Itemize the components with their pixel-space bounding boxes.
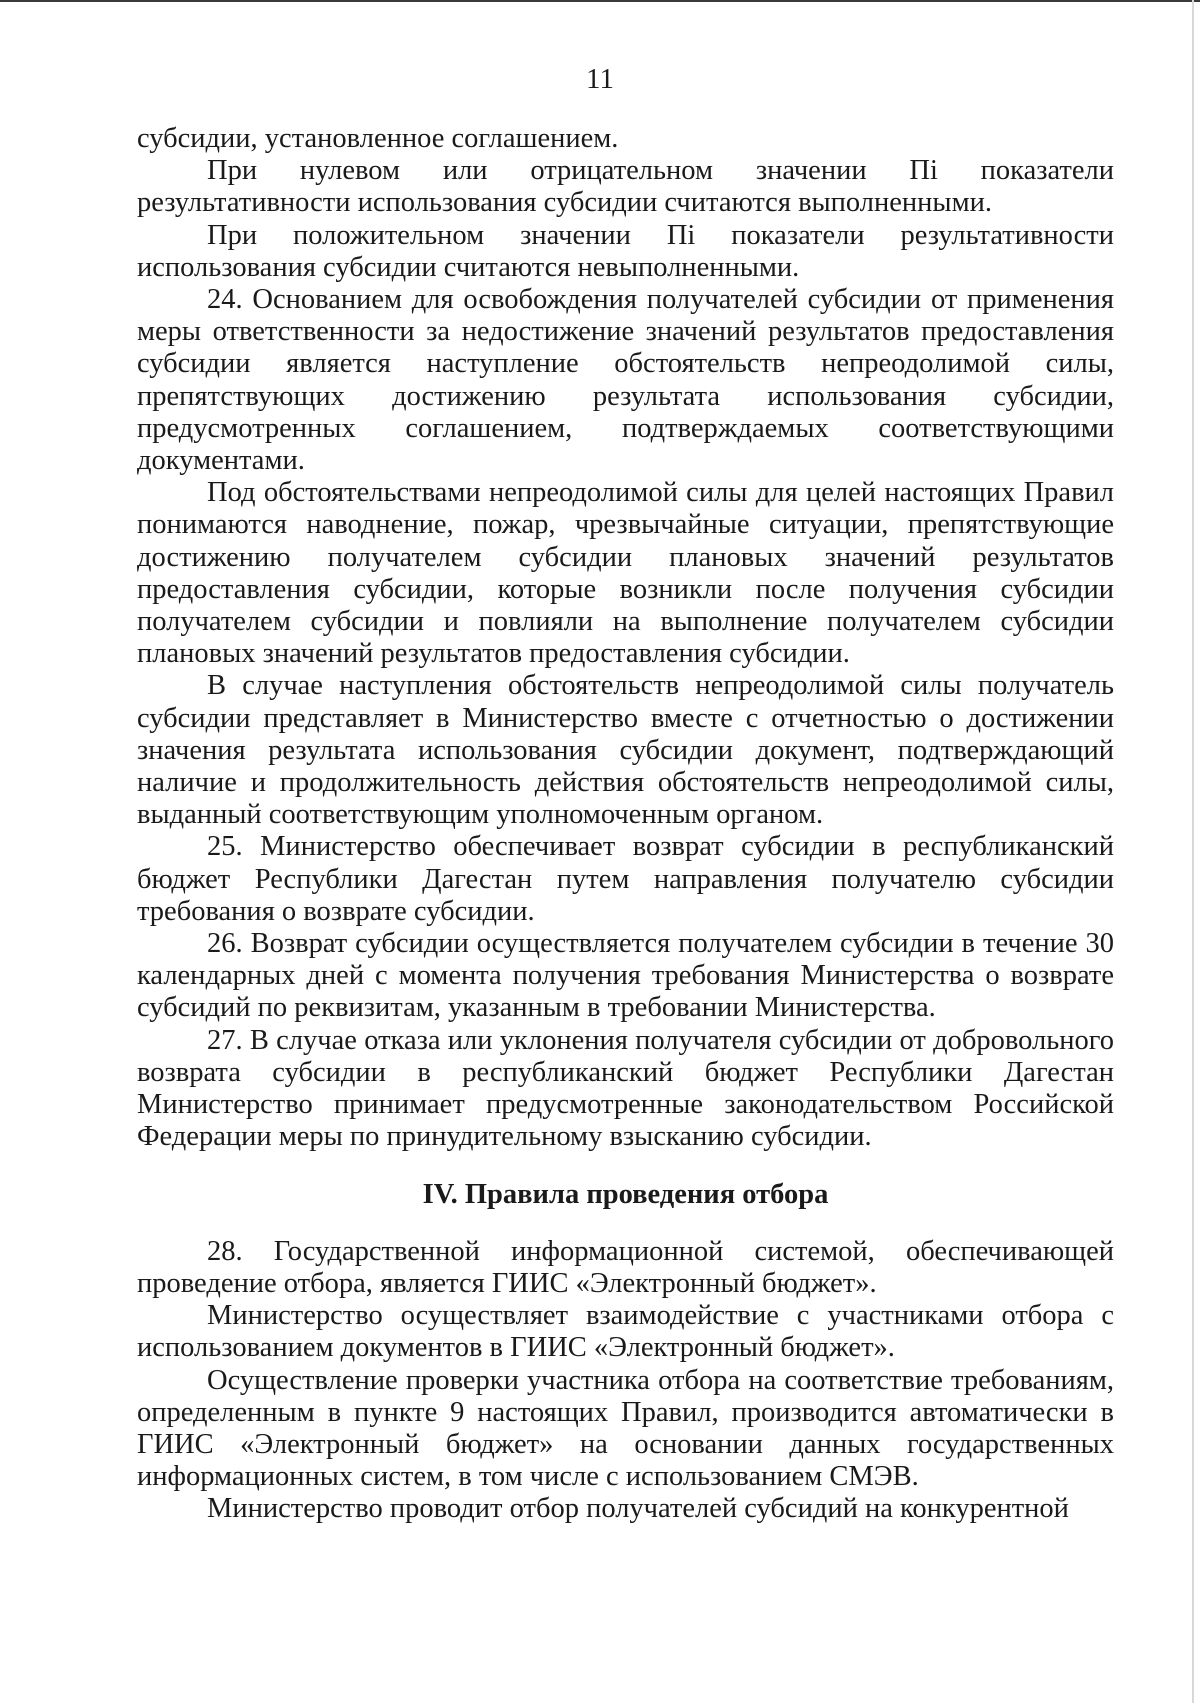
paragraph-item-26: 26. Возврат субсидии осуществляется получателем субсидии в течение 30 календарных дней с момента получения требования Министерства о возврате субсидий по реквизитам, указанным в требовании Министерства.: [137, 928, 1114, 1024]
scan-edge-top: [0, 0, 1200, 2]
section-heading: IV. Правила проведения отбора: [422, 1178, 829, 1210]
scan-edge-right: [1192, 0, 1194, 1703]
paragraph-item-27: 27. В случае отказа или уклонения получателя субсидии от добровольного возврата субсидии в республиканский бюджет Республики Дагестан Министерство принимает предусмотренные законодательством Российской Федерации меры по принудительному взысканию субсидии.: [137, 1024, 1114, 1153]
paragraph-item-25: 25. Министерство обеспечивает возврат субсидии в республиканский бюджет Республики Дагестан путем направления получателю субсидии требования о возврате субсидии.: [137, 831, 1114, 927]
paragraph-item-28: 28. Государственной информационной системой, обеспечивающей проведение отбора, является ГИИС «Электронный бюджет».: [137, 1235, 1114, 1299]
paragraph-continued: Министерство проводит отбор получателей субсидий на конкурентной: [207, 1493, 1069, 1525]
paragraph: При нулевом или отрицательном значении Пi показатели результативности использования субсидии считаются выполненными.: [137, 155, 1114, 219]
paragraph-item-24: 24. Основанием для освобождения получателей субсидии от применения меры ответственности за недостижение значений результатов предоставления субсидии является наступление обстоятельств непреодолимой силы, препятствующих достижению результата использования субсидии, предусмотренных соглашением, подтверждаемых соответствующими документами.: [137, 284, 1114, 477]
paragraph: В случае наступления обстоятельств непреодолимой силы получатель субсидии представляет в Министерство вместе с отчетностью о достижении значения результата использования субсидии документ, подтверждающий наличие и продолжительность действия обстоятельств непреодолимой силы, выданный соответствующим уполномоченным органом.: [137, 670, 1114, 831]
paragraph: При положительном значении Пi показатели результативности использования субсидии считаются невыполненными.: [137, 219, 1114, 283]
document-body: [137, 123, 1114, 1526]
paragraph: Под обстоятельствами непреодолимой силы для целей настоящих Правил понимаются наводнение, пожар, чрезвычайные ситуации, препятствующие достижению получателем субсидии плановых значений результатов предоставления субсидии, которые возникли после получения субсидии получателем субсидии и повлияли на выполнение получателем субсидии плановых значений результатов предоставления субсидии.: [137, 477, 1114, 670]
paragraph: Осуществление проверки участника отбора на соответствие требованиям, определенным в пункте 9 настоящих Правил, производится автоматически в ГИИС «Электронный бюджет» на основании данных государственных информационных систем, в том числе с использованием СМЭВ.: [137, 1364, 1114, 1493]
paragraph: Министерство осуществляет взаимодействие с участниками отбора с использованием документов в ГИИС «Электронный бюджет».: [137, 1300, 1114, 1364]
page-number: 11: [586, 63, 614, 95]
paragraph-continuation: субсидии, установленное соглашением.: [137, 123, 619, 154]
